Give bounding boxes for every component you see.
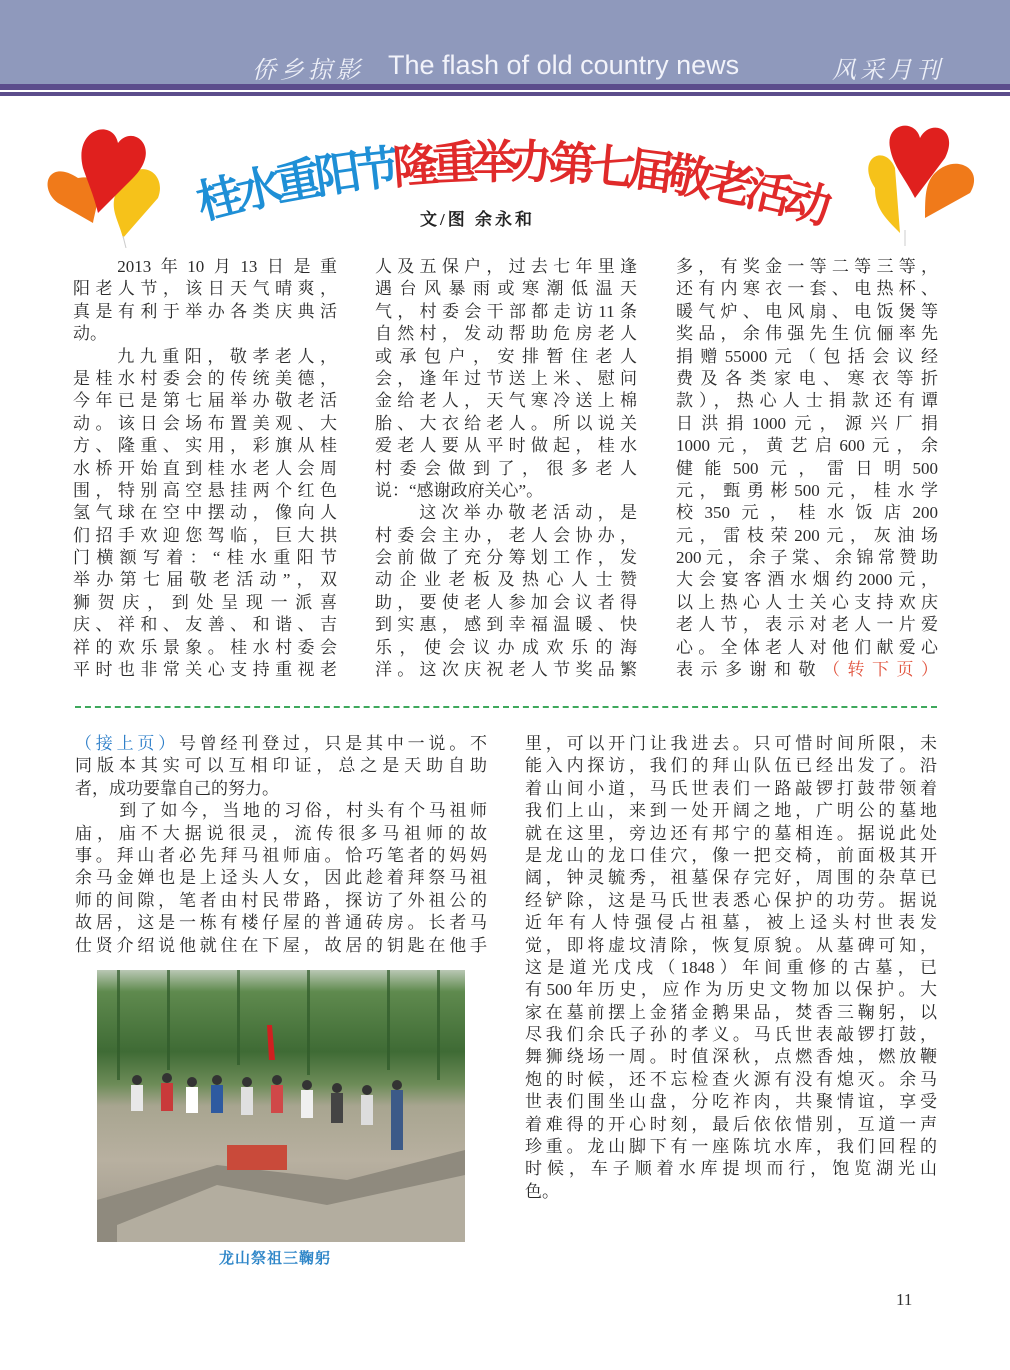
article-photo: [97, 970, 465, 1242]
text-line-content: 方、隆重、实用，彩旗从桂: [73, 436, 337, 456]
text-line-content: 舞狮绕场一周。时值深秋，点燃香烛，燃放鞭: [525, 1047, 937, 1067]
text-line-content: 奖品，余伟强先生伉俪率先: [676, 324, 938, 344]
text-line: [525, 733, 937, 755]
text-line: [375, 547, 637, 569]
title-char: 敬: [663, 146, 718, 208]
text-line: [676, 413, 938, 435]
text-line-content: 到实惠，感到幸福温暖、快: [375, 615, 637, 635]
text-line-content: 围，特别高空悬挂两个红色: [73, 480, 337, 500]
text-line: [676, 435, 938, 457]
text-line: [525, 845, 937, 867]
text-line: [73, 525, 337, 547]
text-line: [525, 912, 937, 934]
text-line-content: 庙，庙不大据说很灵，流传很多马祖师的故: [75, 823, 487, 843]
text-line-content: 还有内寒衣一套、电热杯、: [676, 279, 938, 299]
title-char: 水: [230, 157, 288, 221]
text-line-content: 时候，车子顺着水库提坝而行，饱览湖光山: [525, 1159, 937, 1179]
text-column: [676, 256, 938, 681]
text-line: [375, 637, 637, 659]
text-line: [676, 592, 938, 614]
title-char: 七: [586, 138, 638, 197]
text-line: [73, 346, 337, 368]
text-line-content: 动企业老板及热心人士赞: [375, 570, 637, 590]
text-column: [73, 256, 337, 681]
byline: 文/图 余永和: [420, 210, 535, 229]
text-line-content: 爱老人要从平时做起，桂水: [375, 436, 637, 456]
text-line-content: 号曾经刊登过，只是其中一说。不: [178, 734, 488, 753]
text-line: [75, 935, 487, 957]
text-line-content: 觉，即将虚坟清除，恢复原貌。从墓碑可知，: [525, 935, 937, 955]
text-line-content: 日洪捐1000元，源兴厂捐: [676, 413, 938, 433]
text-line: [676, 278, 938, 300]
text-line: [73, 502, 337, 524]
section-title-en: The flash of old country news: [388, 50, 740, 80]
text-line: [676, 390, 938, 412]
text-line-content: 是桂水村委会的传统美德，: [73, 368, 337, 388]
text-line-content: 或承包户，安排暂住老人: [375, 346, 637, 366]
text-line: [676, 458, 938, 480]
text-line-content: 以上热心人士关心支持欢庆: [676, 592, 938, 612]
text-line: [525, 1046, 937, 1068]
text-line: [676, 502, 938, 524]
text-line: [375, 413, 637, 435]
text-line: [676, 637, 938, 659]
text-column: [375, 256, 637, 681]
text-line-content: 动。该日会场布置美观、大: [73, 413, 337, 433]
text-line: [525, 979, 937, 1001]
text-line-content: 近年有人恃强侵占祖墓，被上迳头村世表发: [525, 913, 937, 933]
continued-next-note: （转下页）: [823, 660, 938, 680]
text-line-content: 人及五保户，过去七年里逢: [375, 257, 637, 276]
title-char: 阳: [310, 144, 365, 205]
text-line: [676, 323, 938, 345]
text-line-content: 我们上山，来到一处开阔之地，广明公的墓地: [525, 801, 937, 821]
title-char: 活: [740, 161, 798, 225]
text-line: [375, 592, 637, 614]
text-line-content: 大会宴客酒水烟约2000元，: [676, 570, 938, 590]
text-line-content: 炮的时候，还不忘检查火源有没有熄灭。余马: [525, 1069, 937, 1089]
text-line: [676, 480, 938, 502]
text-line-content: 金给老人，天气寒冷送上棉: [375, 391, 637, 411]
text-line-content: 有500年历史，应作为历史文物加以保护。大: [525, 980, 937, 1000]
text-line-content: 是龙山的龙口佳穴，像一把交椅，前面极其开: [525, 845, 937, 865]
text-line-content: 事。拜山者必先拜马祖师庙。恰巧笔者的妈妈: [75, 845, 487, 865]
text-line: [676, 346, 938, 368]
text-line-content: 故居，这是一栋有楼仔屋的普通砖房。长者马: [75, 913, 487, 933]
text-line-content: 家在墓前摆上金猪金鹅果品，焚香三鞠躬，以: [525, 1002, 937, 1022]
text-line: [375, 480, 637, 502]
text-line-content: 款），热心人士捐款还有谭: [676, 391, 938, 411]
title-char: 桂: [191, 166, 249, 230]
text-line: [525, 1158, 937, 1180]
text-line: [525, 957, 937, 979]
text-line: [375, 301, 637, 323]
text-line-content: 就在这里，旁边还有邦宁的墓相连。据说此处: [525, 823, 937, 843]
text-line: [73, 592, 337, 614]
text-line-content: 庆、祥和、友善、和谐、吉: [73, 615, 337, 635]
title-char: 届: [624, 141, 678, 202]
text-line: [525, 1136, 937, 1158]
text-line-content: 同版本其实可以互相印证，总之是天助自助: [75, 756, 487, 776]
text-line: [73, 390, 337, 412]
text-line-content: 说：“感谢政府关心”。: [375, 480, 544, 500]
title-char: 隆: [390, 136, 442, 195]
text-line: [676, 659, 938, 681]
text-line: [375, 502, 637, 524]
text-line: [75, 755, 487, 777]
title-char: 重: [431, 135, 480, 192]
text-line: [375, 346, 637, 368]
section-divider: [75, 706, 937, 708]
title-char: 节: [350, 139, 403, 199]
text-line-content: 健能500元，雷日明500: [676, 458, 938, 478]
text-line: [73, 480, 337, 502]
text-line: [525, 755, 937, 777]
text-line-content: 200元，余子棠、余锦常赞助: [676, 548, 938, 568]
text-line-content: 这次举办敬老活动，是: [419, 503, 637, 523]
text-line: [375, 390, 637, 412]
text-line-content: 2013年10月13日是重: [117, 257, 337, 276]
text-line: [525, 1181, 937, 1203]
text-line: [375, 569, 637, 591]
text-line: [73, 637, 337, 659]
text-line-content: 捐赠55000元（包括会议经: [676, 346, 938, 366]
text-line-content: 门横额写着：“桂水重阳节: [73, 548, 337, 568]
text-line: [525, 800, 937, 822]
text-line: [73, 256, 337, 278]
text-line: [73, 368, 337, 390]
text-line-content: 狮贺庆，到处呈现一派喜: [73, 592, 337, 612]
text-line: [375, 323, 637, 345]
text-line-content: 氢气球在空中摆动，像向人: [73, 503, 337, 523]
text-line: [375, 659, 637, 681]
text-line: [75, 890, 487, 912]
text-line: [525, 890, 937, 912]
text-line: [525, 1069, 937, 1091]
text-line-content: 心。全体老人对他们献爱心: [676, 637, 938, 657]
text-line: [375, 368, 637, 390]
text-line: [75, 845, 487, 867]
text-line: [73, 547, 337, 569]
continued-from-note: （接上页）: [75, 734, 179, 753]
text-line: [75, 823, 487, 845]
page-number: 11: [896, 1290, 913, 1309]
text-line-content: 校350元，桂水饭店200: [676, 503, 938, 523]
text-line-content: 元，雷枝荣200元，灰油场: [676, 525, 938, 545]
text-line: [375, 435, 637, 457]
text-line-content: 会前做了充分筹划工作，发: [375, 548, 637, 568]
text-line-content: 乐，使会议办成欢乐的海: [375, 637, 637, 657]
title-char: 重: [270, 150, 326, 212]
text-line: [73, 413, 337, 435]
text-line: [676, 614, 938, 636]
text-line: [525, 1024, 937, 1046]
text-line: [676, 256, 938, 278]
text-line-content: 动。: [73, 324, 107, 344]
text-line-content: 们招手欢迎您驾临，巨大拱: [73, 525, 337, 545]
text-line: [375, 614, 637, 636]
title-char: 举: [471, 134, 518, 190]
text-line-content: 九九重阳，敬孝老人，: [117, 346, 337, 366]
title-char: 办: [509, 134, 558, 190]
text-line: [525, 935, 937, 957]
text-line-content: 到了如今，当地的习俗，村头有个马祖师: [119, 801, 487, 821]
text-line-content: 仕贤介绍说他就住在下屋，故居的钥匙在他手: [75, 935, 487, 955]
text-line: [525, 823, 937, 845]
text-line-content: 着难得的开心时刻，最后依依惜别，互道一声: [525, 1114, 937, 1134]
text-line-content: 真是有利于举办各类庆典活: [73, 301, 337, 321]
text-column: [75, 733, 487, 957]
text-line: [75, 800, 487, 822]
text-line-content: 着山间小道，马氏世表们一路敲锣打鼓带领着: [525, 778, 937, 798]
text-line: [375, 525, 637, 547]
text-line: [375, 278, 637, 300]
text-line: [73, 435, 337, 457]
text-line: [73, 323, 337, 345]
text-line: [676, 525, 938, 547]
photo-caption: 龙山祭祖三鞠躬: [219, 1249, 332, 1267]
text-line-content: 费及各类家电、寒衣等折: [676, 368, 938, 388]
text-line-content: 表示多谢和敬: [676, 660, 823, 680]
text-line: [73, 614, 337, 636]
text-line: [525, 1002, 937, 1024]
text-line: [75, 733, 487, 755]
text-line-content: 里，可以开门让我进去。只可惜时间所限，未: [525, 734, 937, 753]
text-line: [375, 458, 637, 480]
text-line-content: 祥的欢乐景象。桂水村委会: [73, 637, 337, 657]
text-line: [73, 569, 337, 591]
text-line-content: 元，甄勇彬500元，桂水学: [676, 480, 938, 500]
text-line-content: 阔，钟灵毓秀，祖墓保存完好，周围的杂草已: [525, 868, 937, 888]
text-line-content: 阳老人节，该日天气晴爽，: [73, 279, 337, 299]
title-char: 动: [778, 170, 838, 235]
text-line: [676, 301, 938, 323]
text-line-content: 师的间隙，笔者由村民带路，探访了外祖公的: [75, 890, 487, 910]
text-line-content: 会，逢年过节送上米、慰问: [375, 368, 637, 388]
text-line-content: 余马金婵也是上迳头人女，因此趁着拜祭马祖: [75, 868, 487, 888]
title-char: 第: [548, 135, 598, 193]
text-line: [73, 278, 337, 300]
text-line: [525, 867, 937, 889]
text-line: [73, 659, 337, 681]
text-line: [525, 1091, 937, 1113]
text-line-content: 者，成功要靠自己的努力。: [75, 778, 279, 798]
text-line-content: 暖气炉、电风扇、电饭煲等: [676, 301, 938, 321]
text-line-content: 珍重。龙山脚下有一座陈坑水库，我们回程的: [525, 1137, 937, 1157]
text-line-content: 1000元，黄艺启600元，余: [676, 436, 938, 456]
magazine-name: 风采月刊: [832, 56, 944, 84]
text-line: [676, 368, 938, 390]
text-line: [525, 778, 937, 800]
text-line-content: 世表们围坐山盘，分吃祚肉，共聚情谊，享受: [525, 1092, 937, 1112]
text-line: [75, 867, 487, 889]
article-title: [0, 0, 1010, 240]
text-line-content: 今年已是第七届举办敬老活: [73, 391, 337, 411]
text-line: [75, 912, 487, 934]
text-line-content: 色。: [525, 1181, 559, 1201]
text-line-content: 这是道光戊戌（1848）年间重修的古墓，已: [525, 957, 937, 977]
text-line-content: 尽我们余氏子孙的孝义。马氏世表敲锣打鼓，: [525, 1025, 937, 1045]
text-line-content: 老人节，表示对老人一片爱: [676, 615, 938, 635]
text-line-content: 自然村，发动帮助危房老人: [375, 324, 637, 344]
section-title-cn: 侨乡掠影: [252, 56, 364, 84]
title-char: 老: [701, 153, 758, 216]
text-line: [676, 547, 938, 569]
text-line: [676, 569, 938, 591]
text-line-content: 助，要使老人参加会议者得: [375, 592, 637, 612]
text-line-content: 胎、大衣给老人。所以说关: [375, 413, 637, 433]
text-line-content: 气，村委会干部都走访11条: [375, 301, 637, 321]
text-line: [375, 256, 637, 278]
text-line: [73, 301, 337, 323]
text-line-content: 遇台风暴雨或寒潮低温天: [375, 279, 637, 299]
text-line-content: 经铲除，这是马氏世表悉心保护的功劳。据说: [525, 890, 937, 910]
text-line-content: 举办第七届敬老活动”，双: [73, 570, 337, 590]
text-line-content: 水桥开始直到桂水老人会周: [73, 458, 337, 478]
text-line-content: 村委会主办，老人会协办，: [375, 525, 637, 545]
text-line-content: 村委会做到了，很多老人: [375, 458, 637, 478]
text-line-content: 平时也非常关心支持重视老: [73, 660, 337, 680]
text-line-content: 能入内探访，我们的拜山队伍已经出发了。沿: [525, 756, 937, 776]
text-line: [73, 458, 337, 480]
text-line: [525, 1114, 937, 1136]
text-column: [525, 733, 937, 1203]
text-line: [75, 778, 487, 800]
text-line-content: 多，有奖金一等二等三等，: [676, 257, 938, 276]
text-line-content: 洋。这次庆祝老人节奖品繁: [375, 660, 637, 680]
